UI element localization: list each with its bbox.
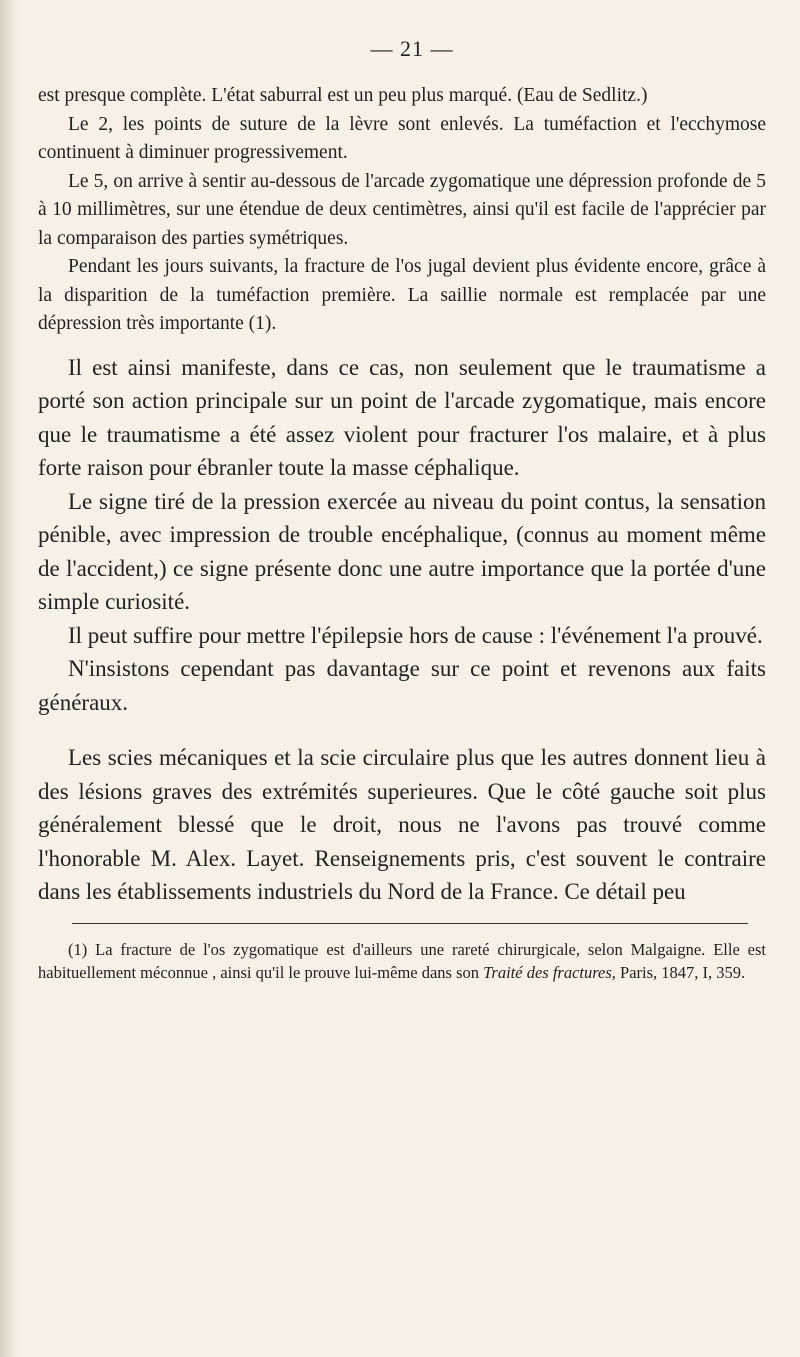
footnote-text-before: (1) La fracture de l'os zygomatique est d'ailleurs une rareté chirurgicale, selon Malgaigne. Elle est habituellement méconnue , ainsi qu'il le prouve lui-même dans son [38,939,766,982]
paragraph-2: Le 2, les points de suture de la lèvre sont enlevés. La tuméfaction et l'ecchymose continuent à diminuer progressivement. [38,113,766,163]
book-page [38,36,766,985]
footnote-book-title: Traité des fractures [483,963,612,982]
paragraph-6: Le signe tiré de la pression exercée au niveau du point contus, la sensation pénible, avec impression de trouble encéphalique, (connus au moment même de l'accident,) ce signe présente donc une autre importance que la portée d'une simple curiosité. [38,488,766,614]
paragraph-5: Il est ainsi manifeste, dans ce cas, non seulement que le traumatisme a porté son action principale sur un point de l'arcade zygomatique, mais encore que le traumatisme a été assez violent pour fracturer l'os malaire, et à plus forte raison pour ébranler toute la masse céphalique. [38,354,766,480]
page-edge-shadow [0,0,18,1357]
page-number: — 21 — [370,36,454,61]
paragraph-9: Les scies mécaniques et la scie circulaire plus que les autres donnent lieu à des lésions graves des extrémités superieures. Que le côté gauche soit plus généralement blessé que le droit, nous ne l'avons pas trouvé comme l'honorable M. Alex. Layet. Renseignements pris, c'est souvent le contraire dans les établissements industriels du Nord de la France. Ce détail peu [38,745,766,904]
footnote-rule [72,923,748,924]
footnote-text-after: , Paris, 1847, I, 359. [611,963,746,982]
paragraph-3: Le 5, on arrive à sentir au-dessous de l'arcade zygomatique une dépression profonde de 5 à 10 millimètres, sur une étendue de deux centimètres, ainsi qu'il est facile de l'apprécier par la comparaison des parties symétriques. [38,170,766,249]
footnote [38,938,766,985]
paragraph-4: Pendant les jours suivants, la fracture de l'os jugal devient plus évidente encore, grâce à la disparition de la tuméfaction première. La saillie normale est remplacée par une dépression très importante (1). [38,256,766,334]
paragraph-1: est presque complète. L'état saburral est un peu plus marqué. (Eau de Sedlitz.) [38,85,648,106]
paragraph-7: Il peut suffire pour mettre l'épilepsie hors de cause : l'événement l'a prouvé. [68,622,763,648]
paragraph-8: N'insistons cependant pas davantage sur ce point et revenons aux faits généraux. [38,656,766,715]
